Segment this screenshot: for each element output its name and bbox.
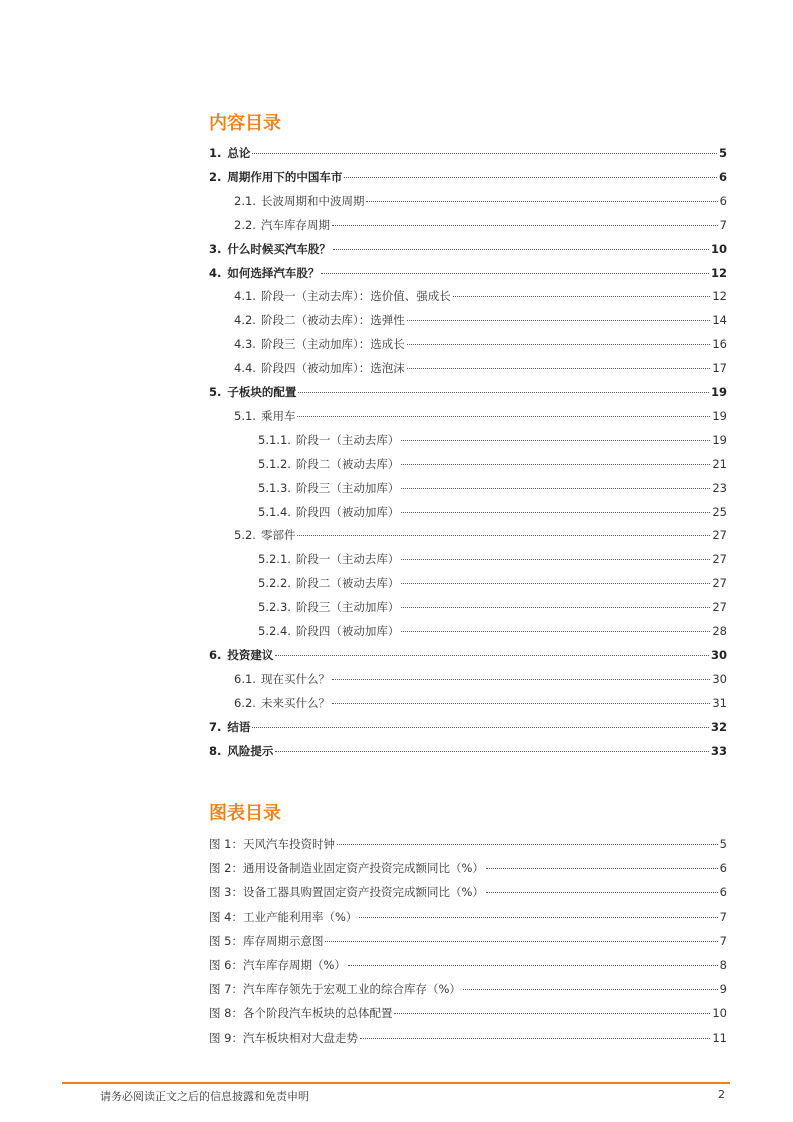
toc-entry-label: 什么时候买汽车股？ [227, 241, 331, 256]
toc-entry[interactable] [0, 454, 793, 474]
figure-entry-page: 11 [712, 1030, 727, 1045]
toc-entry[interactable] [0, 382, 793, 402]
toc-entry-label: 阶段四（被动加库）：选泡沫 [260, 361, 405, 376]
dot-leader [359, 905, 717, 918]
dot-leader [298, 380, 709, 393]
toc-entry-page: 12 [710, 265, 727, 280]
figure-entry-page: 5 [719, 837, 727, 851]
toc-entry-number: 4.4. [234, 361, 256, 376]
dot-leader [407, 308, 711, 321]
dot-leader [325, 929, 717, 942]
toc-entry-page: 12 [712, 289, 727, 304]
toc-entry[interactable] [0, 478, 793, 498]
figure-entry[interactable] [0, 1028, 793, 1048]
toc-entry-page: 27 [712, 552, 727, 567]
figure-entry-page: 10 [712, 1006, 727, 1021]
dot-leader [401, 571, 710, 584]
toc-entry-label: 投资建议 [227, 647, 274, 662]
footer-page-number: 2 [718, 1088, 725, 1101]
toc-entry-number: 4.1. [234, 289, 256, 304]
dot-leader [407, 332, 711, 345]
toc-entry-number: 6. [209, 647, 222, 662]
toc-entry-number: 3. [209, 241, 222, 256]
dot-leader [407, 356, 711, 369]
toc-entry-number: 4.3. [234, 337, 256, 352]
toc-entry-number: 5. [209, 385, 222, 399]
toc-entry-page: 30 [712, 671, 727, 686]
toc-entry[interactable] [0, 645, 793, 665]
toc-entry-label: 阶段四（被动加库） [295, 504, 400, 519]
toc-entry[interactable] [0, 430, 793, 450]
toc-entry-number: 2.1. [234, 193, 256, 208]
dot-leader [337, 832, 718, 845]
figure-entry-label: 图 7：汽车库存领先于宏观工业的综合库存（%） [209, 982, 461, 997]
dot-leader [401, 476, 710, 489]
toc-entry-page: 14 [712, 313, 727, 328]
toc-entry-number: 5.2.3. [258, 600, 291, 615]
toc-entry-page: 23 [712, 480, 727, 495]
dot-leader [366, 189, 717, 202]
toc-entry[interactable] [0, 286, 793, 306]
toc-entry-label: 总论 [227, 146, 251, 160]
dot-leader [348, 953, 718, 966]
toc-entry-label: 长波周期和中波周期 [260, 193, 365, 208]
toc-entry-number: 5.1.1. [258, 432, 291, 447]
toc-entry-number: 1. [209, 146, 222, 160]
figure-entry-page: 7 [719, 933, 727, 948]
toc-entry-label: 风险提示 [227, 743, 274, 758]
toc-entry-page: 27 [712, 600, 727, 615]
dot-leader [360, 1026, 710, 1039]
figure-entry-page: 6 [719, 885, 727, 900]
toc-entry[interactable] [0, 502, 793, 522]
dot-leader [401, 452, 710, 465]
toc-entry[interactable] [0, 406, 793, 426]
toc-entry-page: 27 [712, 576, 727, 591]
dot-leader [333, 237, 709, 250]
figure-entry-page: 6 [719, 861, 727, 876]
toc-entry-label: 阶段四（被动加库） [295, 624, 400, 638]
toc-entry[interactable] [0, 143, 793, 163]
toc-entry-label: 阶段三（主动加库）：选成长 [260, 337, 405, 352]
dot-leader [275, 739, 709, 752]
dot-leader [463, 977, 718, 990]
toc-entry[interactable] [0, 525, 793, 545]
toc-entry[interactable] [0, 167, 793, 187]
toc-entry-page: 6 [718, 169, 727, 184]
dot-leader [401, 500, 710, 513]
toc-entry-label: 阶段三（主动加库） [295, 600, 400, 615]
toc-entry-page: 10 [710, 241, 727, 256]
toc-entry-page: 31 [712, 695, 727, 710]
toc-entry-label: 周期作用下的中国车市 [227, 169, 343, 184]
figure-entry-page: 9 [719, 982, 727, 997]
toc-entry-label: 未来买什么？ [260, 695, 330, 710]
toc-entry-page: 28 [712, 624, 727, 638]
dot-leader [252, 141, 717, 154]
toc-entry-number: 5.1. [234, 408, 256, 423]
toc-entry-page: 5 [718, 146, 727, 160]
toc-entry-number: 6.1. [234, 671, 256, 686]
toc-entry-label: 阶段二（被动去库）：选弹性 [260, 313, 405, 328]
toc-entry-page: 19 [710, 385, 727, 399]
dot-leader [401, 595, 710, 608]
toc-entry-label: 汽车库存周期 [260, 217, 330, 232]
dot-leader [297, 523, 710, 536]
toc-entry-page: 6 [719, 193, 727, 208]
toc-entry[interactable] [0, 597, 793, 617]
toc-entry-page: 19 [712, 432, 727, 447]
toc-entry-label: 结语 [227, 719, 251, 734]
toc-entry-label: 阶段一（主动去库）：选价值、强成长 [260, 289, 451, 304]
figure-entry-label: 图 2：通用设备制造业固定资产投资完成额同比（%） [209, 861, 484, 876]
figure-entry-label: 图 5：库存周期示意图 [209, 933, 324, 948]
toc-entry[interactable] [0, 239, 793, 259]
figure-entry-label: 图 3：设备工器具购置固定资产投资完成额同比（%） [209, 885, 484, 900]
dot-leader [394, 1001, 710, 1014]
toc-entry[interactable] [0, 358, 793, 378]
figure-entry-label: 图 6：汽车库存周期（%） [209, 958, 346, 972]
toc-entry-page: 30 [710, 647, 727, 662]
figure-entry-label: 图 1：天风汽车投资时钟 [209, 837, 335, 851]
toc-entry-number: 2.2. [234, 217, 256, 232]
toc-entry-number: 6.2. [234, 695, 256, 710]
toc-entry-number: 5.1.4. [258, 504, 291, 519]
footer-disclaimer: 请务必阅读正文之后的信息披露和免责申明 [100, 1090, 309, 1103]
toc-entry-page: 17 [712, 361, 727, 376]
figure-entry-page: 7 [719, 909, 727, 924]
toc-entry-number: 4. [209, 265, 222, 280]
toc-entry-label: 如何选择汽车股？ [227, 265, 320, 280]
toc-entry-number: 2. [209, 169, 222, 184]
toc-entry-number: 5.2. [234, 528, 256, 543]
figure-entry[interactable] [0, 955, 793, 975]
toc-entry[interactable] [0, 310, 793, 330]
dot-leader [344, 165, 717, 178]
toc-entry[interactable] [0, 741, 793, 761]
dot-leader [453, 284, 711, 297]
dot-leader [486, 880, 718, 893]
toc-entry[interactable] [0, 693, 793, 713]
dot-leader [275, 643, 709, 656]
toc-entry-page: 27 [712, 528, 727, 543]
toc-entry[interactable] [0, 717, 793, 737]
dot-leader [401, 619, 710, 632]
toc-entry-page: 7 [719, 217, 727, 232]
figure-entry[interactable] [0, 931, 793, 951]
dot-leader [401, 428, 710, 441]
dot-leader [297, 404, 710, 417]
toc-entry[interactable] [0, 334, 793, 354]
figure-entry[interactable] [0, 858, 793, 878]
toc-entry-label: 阶段一（主动去库） [295, 552, 400, 567]
toc-entry-label: 阶段二（被动去库） [295, 576, 400, 591]
toc-entry[interactable] [0, 215, 793, 235]
figures-title: 图表目录 [209, 803, 281, 824]
toc-entry-label: 乘用车 [260, 408, 296, 423]
toc-title: 内容目录 [209, 113, 281, 134]
toc-entry-label: 阶段三（主动加库） [295, 480, 400, 495]
toc-entry-page: 25 [712, 504, 727, 519]
toc-entry-page: 19 [712, 408, 727, 423]
toc-entry-number: 5.2.4. [258, 624, 291, 638]
dot-leader [332, 691, 710, 704]
toc-entry-number: 8. [209, 743, 222, 758]
toc-entry-number: 5.2.2. [258, 576, 291, 591]
figure-entry[interactable] [0, 1003, 793, 1023]
toc-entry-number: 5.2.1. [258, 552, 291, 567]
toc-entry-number: 7. [209, 719, 222, 734]
toc-entry-page: 21 [712, 456, 727, 471]
toc-entry-page: 16 [712, 337, 727, 352]
figure-entry-label: 图 9：汽车板块相对大盘走势 [209, 1030, 358, 1045]
toc-entry[interactable] [0, 191, 793, 211]
dot-leader [332, 213, 718, 226]
toc-entry[interactable] [0, 669, 793, 689]
dot-leader [486, 856, 718, 869]
toc-entry[interactable] [0, 621, 793, 641]
figure-entry-label: 图 8：各个阶段汽车板块的总体配置 [209, 1006, 393, 1021]
dot-leader [252, 715, 709, 728]
toc-entry-number: 5.1.3. [258, 480, 291, 495]
toc-entry[interactable] [0, 549, 793, 569]
toc-entry-label: 阶段一（主动去库） [295, 432, 400, 447]
figure-entry[interactable] [0, 834, 793, 854]
toc-entry-label: 零部件 [260, 528, 296, 543]
figure-entry[interactable] [0, 907, 793, 927]
toc-entry-number: 5.1.2. [258, 456, 291, 471]
figure-entry-page: 8 [719, 958, 727, 972]
toc-entry[interactable] [0, 263, 793, 283]
toc-entry-label: 现在买什么？ [260, 671, 330, 686]
figure-entry[interactable] [0, 882, 793, 902]
toc-entry-page: 32 [710, 719, 727, 734]
figure-entry[interactable] [0, 979, 793, 999]
toc-entry-label: 阶段二（被动去库） [295, 456, 400, 471]
figure-entry-label: 图 4：工业产能利用率（%） [209, 909, 358, 924]
dot-leader [332, 667, 710, 680]
toc-entry-page: 33 [710, 743, 727, 758]
dot-leader [321, 261, 709, 274]
toc-entry[interactable] [0, 573, 793, 593]
footer-divider [62, 1082, 730, 1084]
toc-entry-label: 子板块的配置 [227, 385, 297, 399]
dot-leader [401, 547, 710, 560]
toc-entry-number: 4.2. [234, 313, 256, 328]
